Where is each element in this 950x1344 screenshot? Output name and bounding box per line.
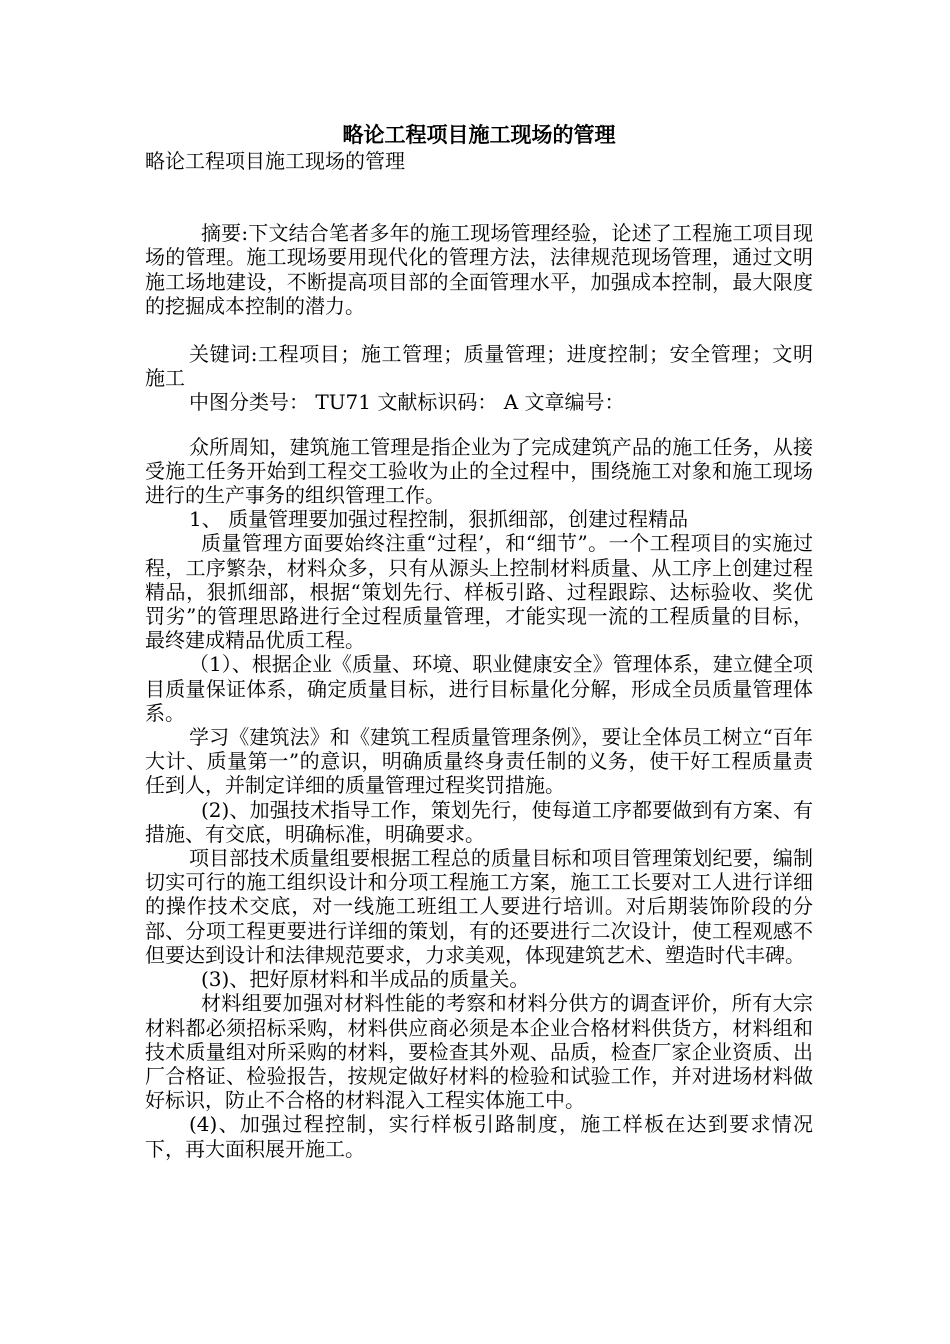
intro-paragraph: 众所周知，建筑施工管理是指企业为了完成建筑产品的施工任务，从接受施工任务开始到工程交工验收为止的全过程中，围绕施工对象和施工现场进行的生产事务的组织管理工作。	[145, 434, 813, 508]
document-title: 略论工程项目施工现场的管理	[342, 122, 616, 147]
keywords-paragraph: 关键词:工程项目；施工管理；质量管理；进度控制；安全管理；文明施工	[145, 342, 813, 391]
item-1-paragraph: （1）、根据企业《质量、环境、职业健康安全》管理体系，建立健全项目质量保证体系，确定质量目标，进行目标量化分解，形成全员质量管理体系。	[145, 652, 813, 725]
classification-line: 中图分类号： TU71 文献标识码： A 文章编号：	[189, 390, 625, 415]
abstract-paragraph: 摘要:下文结合笔者多年的施工现场管理经验，论述了工程施工项目现场的管理。施工现场要用现代化的管理方法，法律规范现场管理，通过文明施工场地建设，不断提高项目部的全面管理水平，加强成本控制，最大限度的挖掘成本控制的潜力。	[145, 221, 813, 318]
document-page	[145, 121, 813, 1161]
item-2-body-paragraph: 项目部技术质量组要根据工程总的质量目标和项目管理策划纪要，编制切实可行的施工组织设计和分项工程施工方案，施工工长要对工人进行详细的操作技术交底，对一线施工班组工人要进行培训。对后期装饰阶段的分部、分项工程更要进行详细的策划，有的还要进行二次设计，使工程观感不但要达到设计和法律规范要求，力求美观，体现建筑艺术、塑造时代丰碑。	[145, 846, 813, 967]
item-4-paragraph: (4)、加强过程控制，实行样板引路制度，施工样板在达到要求情况下，再大面积展开施工。	[145, 1112, 813, 1161]
item-3-body-paragraph: 材料组要加强对材料性能的考察和材料分供方的调查评价，所有大宗材料都必须招标采购，材料供应商必须是本企业合格材料供货方，材料组和技术质量组对所采购的材料，要检查其外观、品质，检查厂家企业资质、出厂合格证、检验报告，按规定做好材料的检验和试验工作，并对进场材料做好标识，防止不合格的材料混入工程实体施工中。	[145, 991, 813, 1113]
section-heading: 1、 质量管理要加强过程控制，狠抓细部，创建过程精品	[189, 507, 689, 532]
document-subtitle: 略论工程项目施工现场的管理	[145, 149, 405, 173]
item-3-paragraph: (3)、把好原材料和半成品的质量关。	[201, 967, 530, 992]
item-1-body-paragraph: 学习《建筑法》和《建筑工程质量管理条例》，要让全体员工树立“百年大计、质量第一”的意识，明确质量终身责任制的义务，使干好工程质量责任到人，并制定详细的质量管理过程奖罚措施。	[145, 725, 813, 798]
item-2-paragraph: (2)、加强技术指导工作，策划先行，使每道工序都要做到有方案、有措施、有交底，明确标准，明确要求。	[145, 797, 813, 846]
section-body-paragraph: 质量管理方面要始终注重“过程’，和“细节”。一个工程项目的实施过程，工序繁杂，材料众多，只有从源头上控制材料质量、从工序上创建过程精品，狠抓细部，根据“策划先行、样板引路、过程跟踪、达标验收、奖优罚劣”的管理思路进行全过程质量管理，才能实现一流的工程质量的目标，最终建成精品优质工程。	[145, 531, 813, 653]
